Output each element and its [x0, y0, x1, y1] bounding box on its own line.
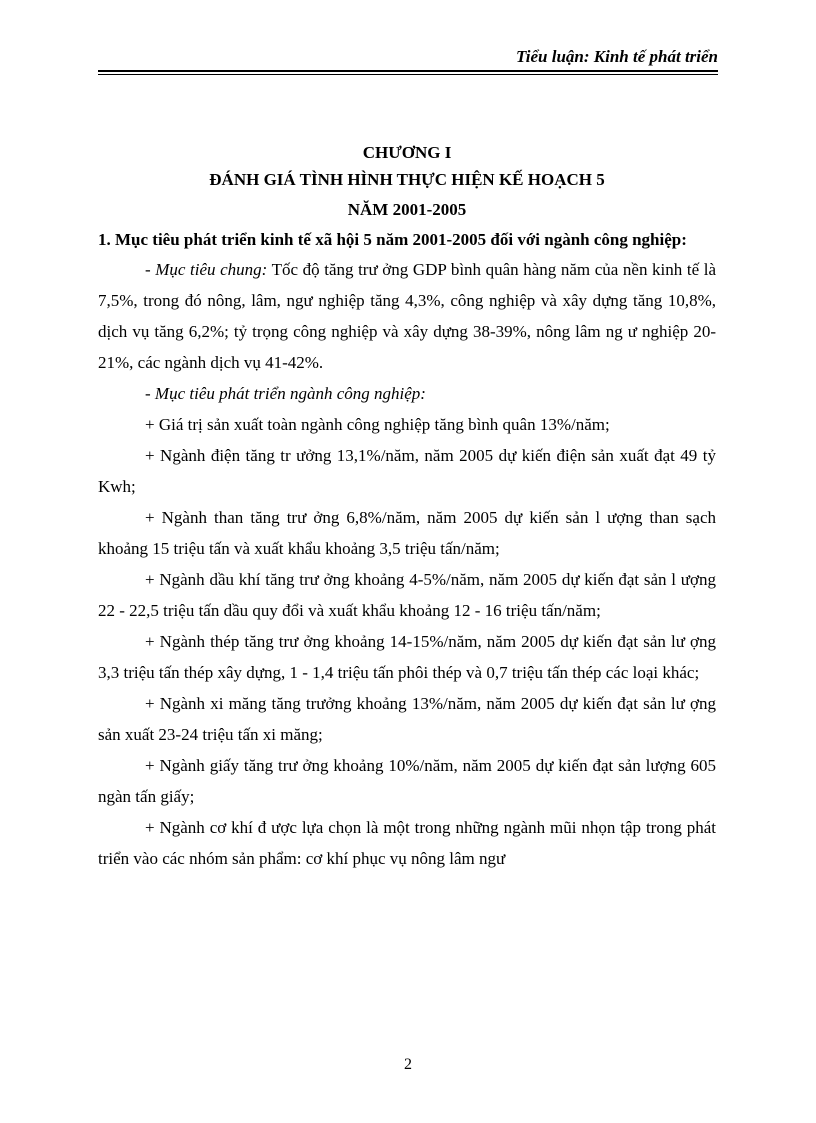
- list-item: + Ngành thép tăng trư ởng khoảng 14-15%/năm, năm 2005 dự kiến đạt sản lư ợng 3,3 triệu tấn thép xây dựng, 1 - 1,4 triệu tấn phôi thép và 0,7 triệu tấn thép các loại khác;: [98, 632, 716, 682]
- header-rule-thick: [98, 70, 718, 72]
- chapter-number: CHƯƠNG I: [362, 143, 452, 162]
- list-item: + Giá trị sản xuất toàn ngành công nghiệp tăng bình quân 13%/năm;: [145, 415, 610, 434]
- list-item: + Ngành cơ khí đ ược lựa chọn là một trong những ngành mũi nhọn tập trong phát triển vào các nhóm sản phẩm: cơ khí phục vụ nông lâm ngư: [98, 818, 716, 868]
- section-heading: 1. Mục tiêu phát triển kinh tế xã hội 5 năm 2001-2005 đối với ngành công nghiệp:: [98, 230, 687, 249]
- list-item: + Ngành xi măng tăng trưởng khoảng 13%/năm, năm 2005 dự kiến đạt sản lư ợng sản xuất 23-24 triệu tấn xi măng;: [98, 694, 716, 744]
- list-item: + Ngành dầu khí tăng trư ởng khoảng 4-5%/năm, năm 2005 dự kiến đạt sản l ượng 22 - 22,5 triệu tấn dầu quy đổi và xuất khẩu khoảng 12 - 16 triệu tấn/năm;: [98, 570, 716, 620]
- page-body: [98, 140, 716, 874]
- list-item: + Ngành giấy tăng trư ởng khoảng 10%/năm, năm 2005 dự kiến đạt sản lượng 605 ngàn tấn giấy;: [98, 756, 716, 806]
- header-rule-thin: [98, 74, 718, 75]
- chapter-title-line2: NĂM 2001-2005: [347, 200, 467, 219]
- list-item: + Ngành điện tăng tr ưởng 13,1%/năm, năm 2005 dự kiến điện sản xuất đạt 49 tỷ Kwh;: [98, 446, 716, 496]
- page-header-title: Tiểu luận: Kinh tế phát triển: [516, 47, 718, 66]
- page-number: 2: [404, 1056, 412, 1073]
- chapter-title-line1: ĐÁNH GIÁ TÌNH HÌNH THỰC HIỆN KẾ HOẠCH 5: [209, 170, 605, 189]
- general-goal-paragraph: [98, 254, 716, 378]
- general-goal-label: - Mục tiêu chung:: [145, 260, 268, 279]
- list-item: + Ngành than tăng trư ởng 6,8%/năm, năm 2005 dự kiến sản l ượng than sạch khoảng 15 triệu tấn và xuất khẩu khoảng 3,5 triệu tấn/năm;: [98, 508, 716, 558]
- industry-goal-label: - Mục tiêu phát triển ngành công nghiệp:: [145, 384, 426, 403]
- general-goal-text: Tốc độ tăng trư ởng GDP bình quân hàng năm của nền kinh tế là 7,5%, trong đó nông, lâm, ngư nghiệp tăng 4,3%, công nghiệp và xây dựng tăng 10,8%, dịch vụ tăng 6,2%; tỷ trọng công nghiệp và xây dựng 38-39%, nông lâm ng ư nghiệp 20-21%, các ngành dịch vụ 41-42%.: [98, 260, 716, 372]
